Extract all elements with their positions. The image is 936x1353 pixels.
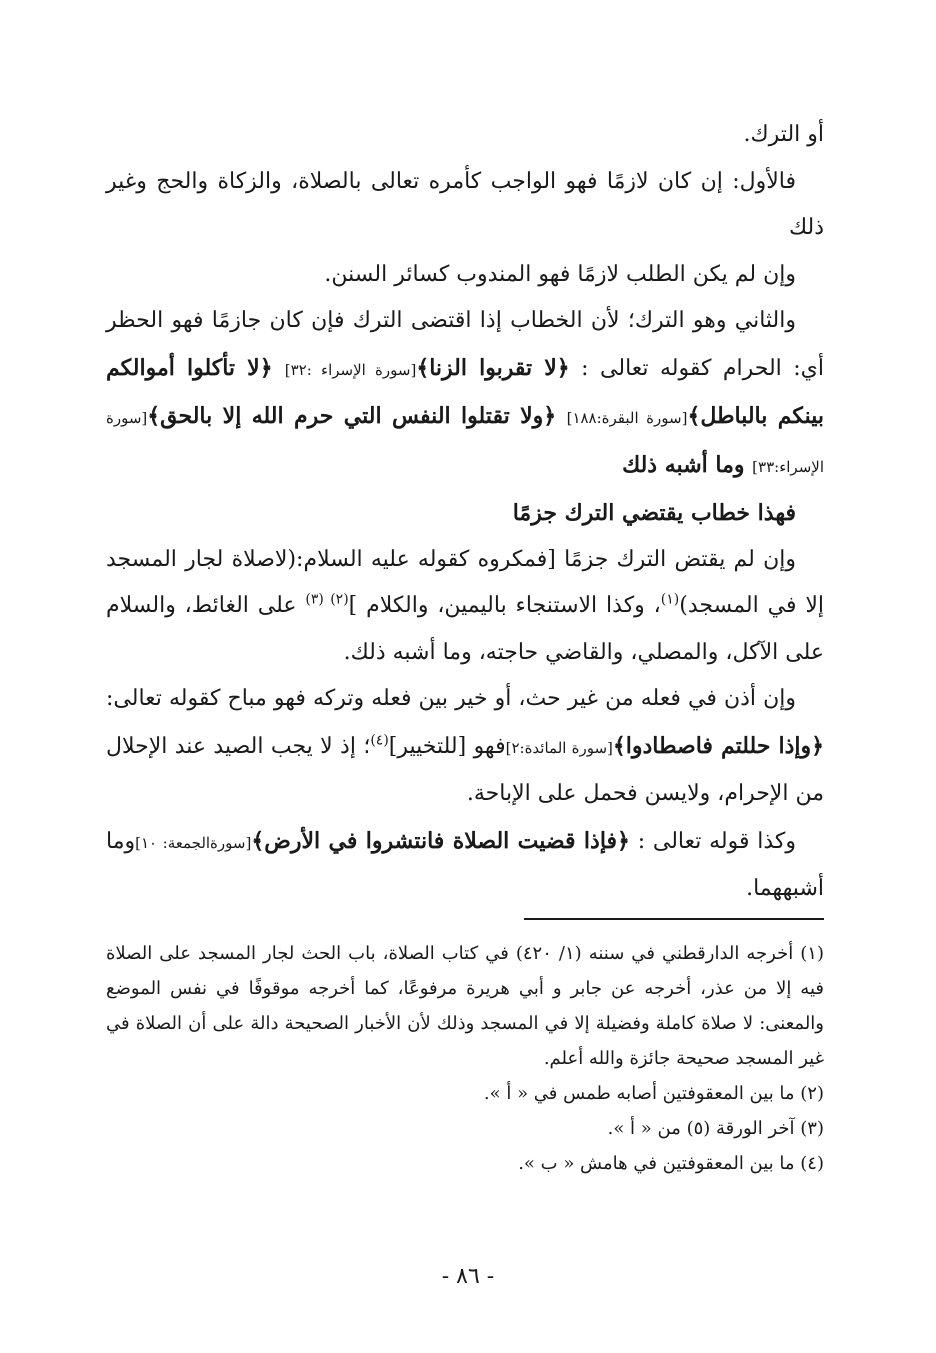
- paragraph-4-ending: وما أشبه ذلك: [622, 451, 753, 478]
- paragraph-8: [106, 818, 824, 913]
- verse-reference: [سورة الإسراء :٣٢]: [284, 360, 417, 379]
- quran-verse: ﴿لا تأكلوا أموالكم بينكم بالباطل﴾: [106, 354, 824, 429]
- paragraph-4: [106, 298, 824, 490]
- footnote-2: (٢) ما بين المعقوفتين أصابه طمس في « أ ».: [483, 1083, 824, 1104]
- main-text: [106, 112, 824, 913]
- footnote-divider: [524, 918, 824, 920]
- paragraph-2-text: فالأول: إن كان لازمًا فهو الواجب كأمره تعالى بالصلاة، والزكاة والحج وغير ذلك: [106, 168, 824, 240]
- quran-verse: ﴿فإذا قضيت الصلاة فانتشروا في الأرض﴾: [251, 827, 630, 854]
- paragraph-7-text: فهو [للتخيير]: [388, 733, 506, 759]
- paragraph-8-text: وكذا قوله تعالى :: [629, 828, 796, 854]
- paragraph-5: [106, 490, 824, 537]
- footnote-4: (٤) ما بين المعقوفتين في هامش « ب ».: [518, 1153, 824, 1174]
- footnotes: [106, 936, 824, 1181]
- paragraph-5-text: فهذا خطاب يقتضي الترك جزمًا: [512, 500, 796, 526]
- footnote-ref-2-3: (٢) (٣): [305, 591, 349, 608]
- verse-reference: [سورةالجمعة: ١٠]: [135, 833, 252, 852]
- paragraph-2: [106, 159, 824, 252]
- paragraph-1-text: أو الترك.: [743, 122, 824, 147]
- footnote-ref-1: (١): [660, 591, 680, 608]
- paragraph-6-text: وإن لم يقتض الترك جزمًا [فمكروه كقوله عليه السلام:(لاصلاة لجار المسجد إلا في المسجد): [106, 546, 824, 618]
- paragraph-1: [106, 112, 824, 159]
- verse-reference: [سورة الإسراء:٣٣]: [106, 409, 824, 476]
- quran-verse: ﴿لا تقربوا الزنا﴾: [416, 354, 570, 381]
- footnote-3: (٣) آخر الورقة (٥) من « أ ».: [607, 1118, 824, 1139]
- paragraph-6: [106, 537, 824, 677]
- paragraph-7-text: وإن أذن في فعله من غير حث، أو خير بين فعله وتركه فهو مباح كقوله تعالى:: [106, 686, 796, 711]
- verse-reference: [سورة البقرة:١٨٨]: [566, 409, 688, 427]
- paragraph-6-text: ، وكذا الاستنجاء باليمين، والكلام ]: [348, 593, 661, 618]
- paragraph-3: [106, 252, 824, 299]
- paragraph-4-text: والثاني وهو الترك؛ لأن الخطاب إذا اقتضى الترك فإن كان جازمًا فهو الحظر أي: الحرام كقوله تعالى :: [106, 308, 824, 381]
- verse-reference: [سورة المائدة:٢]: [505, 738, 613, 757]
- paragraph-7: [106, 676, 824, 818]
- quran-verse: ﴿وإذا حللتم فاصطادوا﴾: [612, 732, 824, 759]
- quran-verse: ﴿ولا تقتلوا النفس التي حرم الله إلا بالحق﴾: [147, 403, 567, 429]
- footnote-1: (١) أخرجه الدارقطني في سننه (١/ ٤٢٠) في كتاب الصلاة، باب الحث لجار المسجد على الصلاة فيه إلا من عذر، أخرجه عن جابر و أبي هريرة مرفوعًا، كما أخرجه موقوفًا في نفس الموضع والمعنى: لا صلاة كاملة وفضيلة إلا في المسجد وذلك لأن الأخبار الصحيحة دالة على أن الصلاة في غير المسجد صحيحة جائزة والله أعلم.: [106, 943, 824, 1069]
- paragraph-3-text: وإن لم يكن الطلب لازمًا فهو المندوب كسائر السنن.: [324, 261, 796, 287]
- paragraph-7-text: ؛ إذ لا يجب الصيد عند الإحلال من الإحرام، ولايسن فحمل على الإباحة.: [106, 733, 824, 806]
- paragraph-8-text: وما أشبههما.: [106, 828, 824, 901]
- footnote-ref-4: (٤): [370, 732, 389, 749]
- paragraph-6-text: على الغائط، والسلام على الآكل، والمصلي، والقاضي حاجته، وما أشبه ذلك.: [106, 593, 824, 665]
- page-number: - ٨٦ -: [441, 1264, 495, 1289]
